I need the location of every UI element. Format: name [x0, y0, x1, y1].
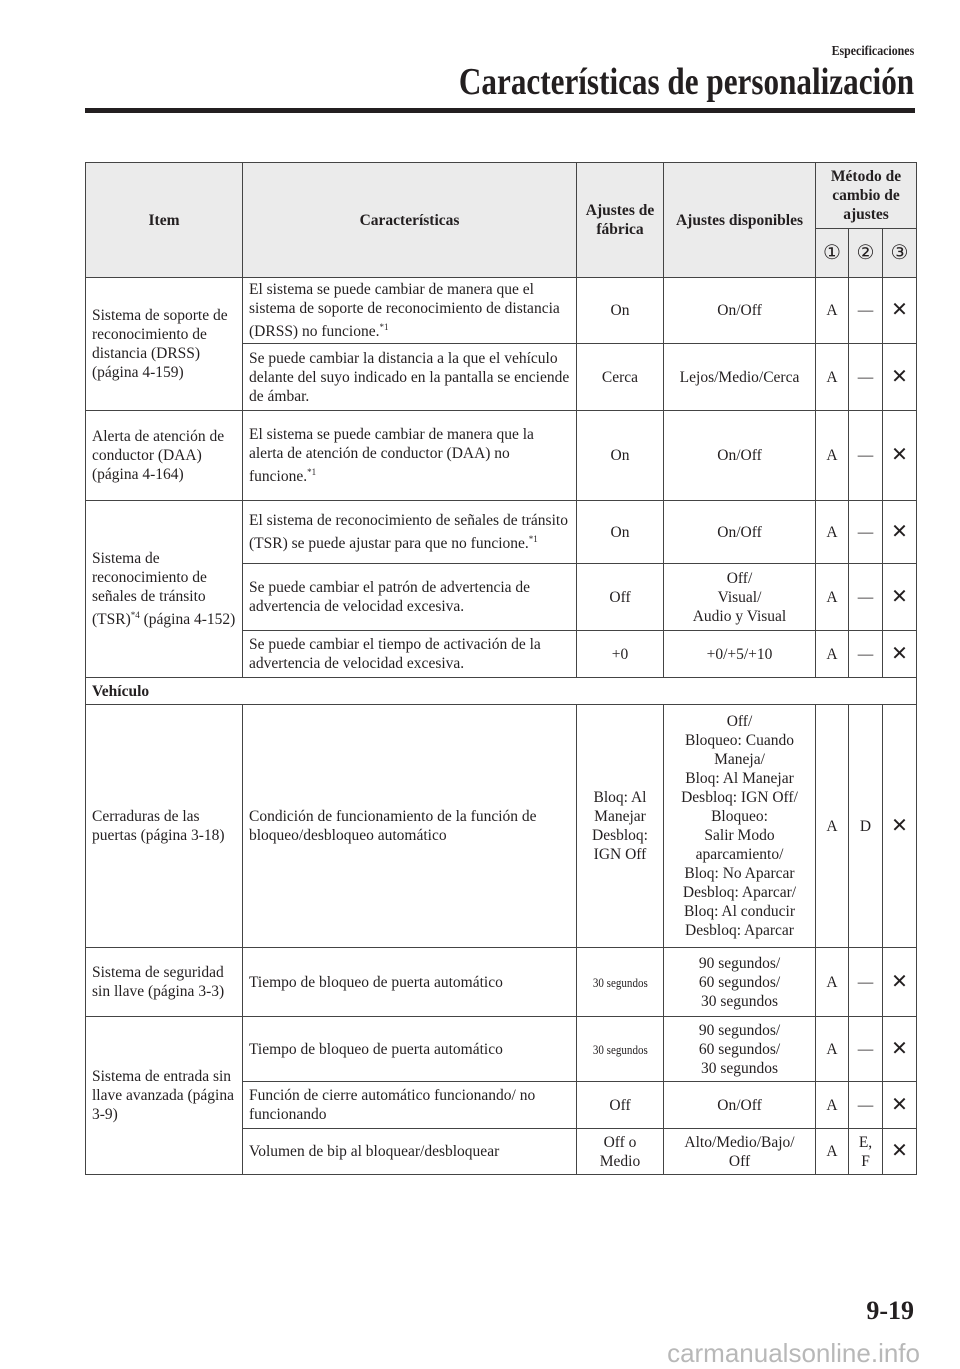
method-1-value [816, 344, 849, 411]
feature-text: Se puede cambiar la distancia a la que el vehículo delante del suyo indicado en la pantalla se enciende de ámbar. [249, 349, 570, 405]
available-settings: 90 segundos/ 60 segundos/ 30 segundos [664, 1017, 816, 1082]
footnote-ref: *1 [307, 466, 317, 477]
method-2-value [849, 705, 883, 948]
method-1-value [816, 705, 849, 948]
table-row [86, 948, 917, 1017]
method-value: — [857, 588, 874, 606]
method-value: — [857, 1096, 874, 1114]
method-2-value [849, 564, 883, 631]
factory-value: 30 segundos [592, 974, 648, 990]
factory-value: Off [609, 1096, 631, 1114]
method-value: — [857, 368, 874, 386]
method-3-value [883, 1017, 917, 1082]
method-3-value [883, 278, 917, 344]
col-factory: Ajustes de fábrica [577, 163, 664, 278]
method-value: A [826, 523, 838, 541]
factory-setting [577, 411, 664, 501]
feature-cell [243, 1017, 577, 1082]
col-item: Item [86, 163, 243, 278]
factory-setting [577, 1017, 664, 1082]
method-2-value [849, 631, 883, 678]
method-value: D [859, 817, 872, 835]
feature-text: El sistema de reconocimiento de señales de tránsito (TSR) se puede ajustar para que no funcione. [249, 511, 568, 553]
feature-text: Tiempo de bloqueo de puerta automático [249, 973, 503, 991]
method-1-value [816, 631, 849, 678]
method-2-value [849, 1129, 883, 1175]
method-3-value [883, 631, 917, 678]
method-1-value [816, 278, 849, 344]
method-3-value [883, 1082, 917, 1129]
watermark: carmanualsonline.info [667, 1338, 920, 1368]
feature-text: Volumen de bip al bloquear/desbloquear [249, 1143, 500, 1160]
method-2-value [849, 344, 883, 411]
item-cell: Cerraduras de las puertas (página 3-18) [86, 705, 243, 948]
feature-text: El sistema se puede cambiar de manera que el sistema de soporte de reconocimiento de distancia (DRSS) no funcione. [249, 280, 560, 341]
feature-text: Se puede cambiar el patrón de advertencia de advertencia de velocidad excesiva. [249, 579, 531, 615]
feature-text: El sistema se puede cambiar de manera que la alerta de atención de conductor (DAA) no funcione. [249, 425, 534, 486]
factory-setting [577, 1082, 664, 1129]
x-mark-icon: ✕ [891, 1138, 908, 1162]
item-cell: Alerta de atención de conductor (DAA) (página 4-164) [86, 411, 243, 501]
method-value: A [826, 1143, 838, 1160]
factory-value: On [610, 447, 630, 464]
col-features: Características [243, 163, 577, 278]
method-3-value [883, 501, 917, 564]
available-settings: On/Off [664, 278, 816, 344]
method-value: A [826, 645, 838, 663]
footnote-ref: *4 [130, 609, 140, 620]
method-2: ② [849, 229, 883, 278]
method-1-value [816, 501, 849, 564]
factory-setting [577, 278, 664, 344]
factory-setting [577, 564, 664, 631]
available-settings: Alto/Medio/Bajo/ Off [664, 1129, 816, 1175]
section-label: Especificaciones [831, 44, 914, 59]
x-mark-icon: ✕ [891, 1035, 908, 1060]
item-cell: Sistema de entrada sin llave avanzada (página 3-9) [86, 1017, 243, 1175]
factory-value: On [610, 302, 630, 319]
method-value: A [826, 817, 838, 835]
method-value: — [857, 973, 874, 991]
method-3-value [883, 1129, 917, 1175]
available-settings: Lejos/Medio/Cerca [664, 344, 816, 411]
feature-cell [243, 411, 577, 501]
feature-cell [243, 344, 577, 411]
method-value: A [826, 447, 838, 464]
x-mark-icon: ✕ [891, 363, 908, 388]
item-cell: Sistema de soporte de reconocimiento de distancia (DRSS) (página 4-159) [86, 278, 243, 411]
factory-setting [577, 705, 664, 948]
x-mark-icon: ✕ [891, 297, 908, 321]
factory-setting [577, 344, 664, 411]
method-1-value [816, 1129, 849, 1175]
method-2-value [849, 501, 883, 564]
method-3-value [883, 564, 917, 631]
feature-text: Función de cierre automático funcionando/ no funcionando [249, 1087, 536, 1123]
method-value: A [826, 1096, 838, 1114]
footnote-ref: *1 [528, 533, 538, 544]
method-3-value [883, 948, 917, 1017]
table-row [86, 1017, 917, 1082]
feature-cell [243, 564, 577, 631]
section-row [86, 678, 917, 705]
factory-setting [577, 631, 664, 678]
item-cell: Sistema de seguridad sin llave (página 3-3) [86, 948, 243, 1017]
method-value: A [826, 368, 838, 386]
feature-text: Se puede cambiar el tiempo de activación de la advertencia de velocidad excesiva. [249, 636, 541, 672]
x-mark-icon: ✕ [891, 442, 908, 466]
method-2-value [849, 1082, 883, 1129]
factory-setting [577, 1129, 664, 1175]
col-available: Ajustes disponibles [664, 163, 816, 278]
feature-text: Condición de funcionamiento de la función de bloqueo/desbloqueo automático [249, 808, 537, 844]
x-mark-icon: ✕ [891, 812, 908, 837]
method-value: A [826, 1040, 838, 1058]
table-row [86, 501, 917, 564]
method-1-value [816, 411, 849, 501]
x-mark-icon: ✕ [891, 583, 908, 608]
method-value: — [857, 447, 874, 464]
method-1-value [816, 1082, 849, 1129]
available-settings: On/Off [664, 411, 816, 501]
method-1: ① [816, 229, 849, 278]
factory-setting [577, 948, 664, 1017]
page-number: 9-19 [866, 1296, 914, 1325]
factory-value: 30 segundos [592, 1041, 648, 1057]
available-settings: Off/ Bloqueo: Cuando Maneja/ Bloq: Al Manejar Desbloq: IGN Off/ Bloqueo: Salir Modo aparcamiento/ Bloq: No Aparcar Desbloq: Aparcar/ Bloq: Al conducir Desbloq: Aparcar [664, 705, 816, 948]
method-value: — [857, 302, 874, 319]
feature-cell [243, 631, 577, 678]
method-value: — [857, 1040, 874, 1058]
factory-value: On [610, 523, 630, 541]
method-2-value [849, 1017, 883, 1082]
col-method: Método de cambio de ajustes [816, 163, 917, 229]
available-settings: 90 segundos/ 60 segundos/ 30 segundos [664, 948, 816, 1017]
section-label: Vehículo [86, 678, 917, 705]
method-value: — [857, 645, 874, 663]
page-title: Características de personalización [458, 61, 914, 103]
available-settings: Off/ Visual/ Audio y Visual [664, 564, 816, 631]
available-settings: On/Off [664, 1082, 816, 1129]
feature-cell [243, 501, 577, 564]
method-3-value [883, 411, 917, 501]
method-3-value [883, 705, 917, 948]
customization-table [85, 162, 917, 1175]
factory-value: +0 [611, 645, 629, 663]
factory-value: Cerca [601, 368, 639, 386]
feature-cell [243, 1129, 577, 1175]
factory-value: Bloq: Al Manejar Desbloq: IGN Off [592, 789, 648, 863]
method-1-value [816, 1017, 849, 1082]
footnote-ref: *1 [379, 321, 389, 332]
method-1-value [816, 564, 849, 631]
feature-text: Tiempo de bloqueo de puerta automático [249, 1040, 503, 1058]
feature-cell [243, 1082, 577, 1129]
x-mark-icon: ✕ [891, 640, 908, 665]
table-row [86, 278, 917, 344]
method-1-value [816, 948, 849, 1017]
method-value: A [826, 973, 838, 991]
method-value: A [826, 588, 838, 606]
feature-cell [243, 948, 577, 1017]
method-value: — [857, 523, 874, 541]
method-value: E, F [858, 1133, 873, 1170]
factory-value: Off [609, 588, 631, 606]
method-3: ③ [883, 229, 917, 278]
method-2-value [849, 948, 883, 1017]
x-mark-icon: ✕ [891, 968, 908, 993]
available-settings: On/Off [664, 501, 816, 564]
factory-value: Off o Medio [599, 1133, 641, 1170]
x-mark-icon: ✕ [891, 518, 908, 543]
method-value: A [826, 302, 838, 319]
factory-setting [577, 501, 664, 564]
item-cell: Sistema de reconocimiento de señales de tránsito (TSR)$^{*4}$ (página 4-152) [86, 501, 243, 678]
method-2-value [849, 278, 883, 344]
x-mark-icon: ✕ [891, 1091, 908, 1116]
available-settings: +0/+5/+10 [664, 631, 816, 678]
header-rule [85, 108, 915, 113]
feature-cell [243, 278, 577, 344]
feature-cell [243, 705, 577, 948]
table-row [86, 705, 917, 948]
method-2-value [849, 411, 883, 501]
table-row [86, 411, 917, 501]
method-3-value [883, 344, 917, 411]
